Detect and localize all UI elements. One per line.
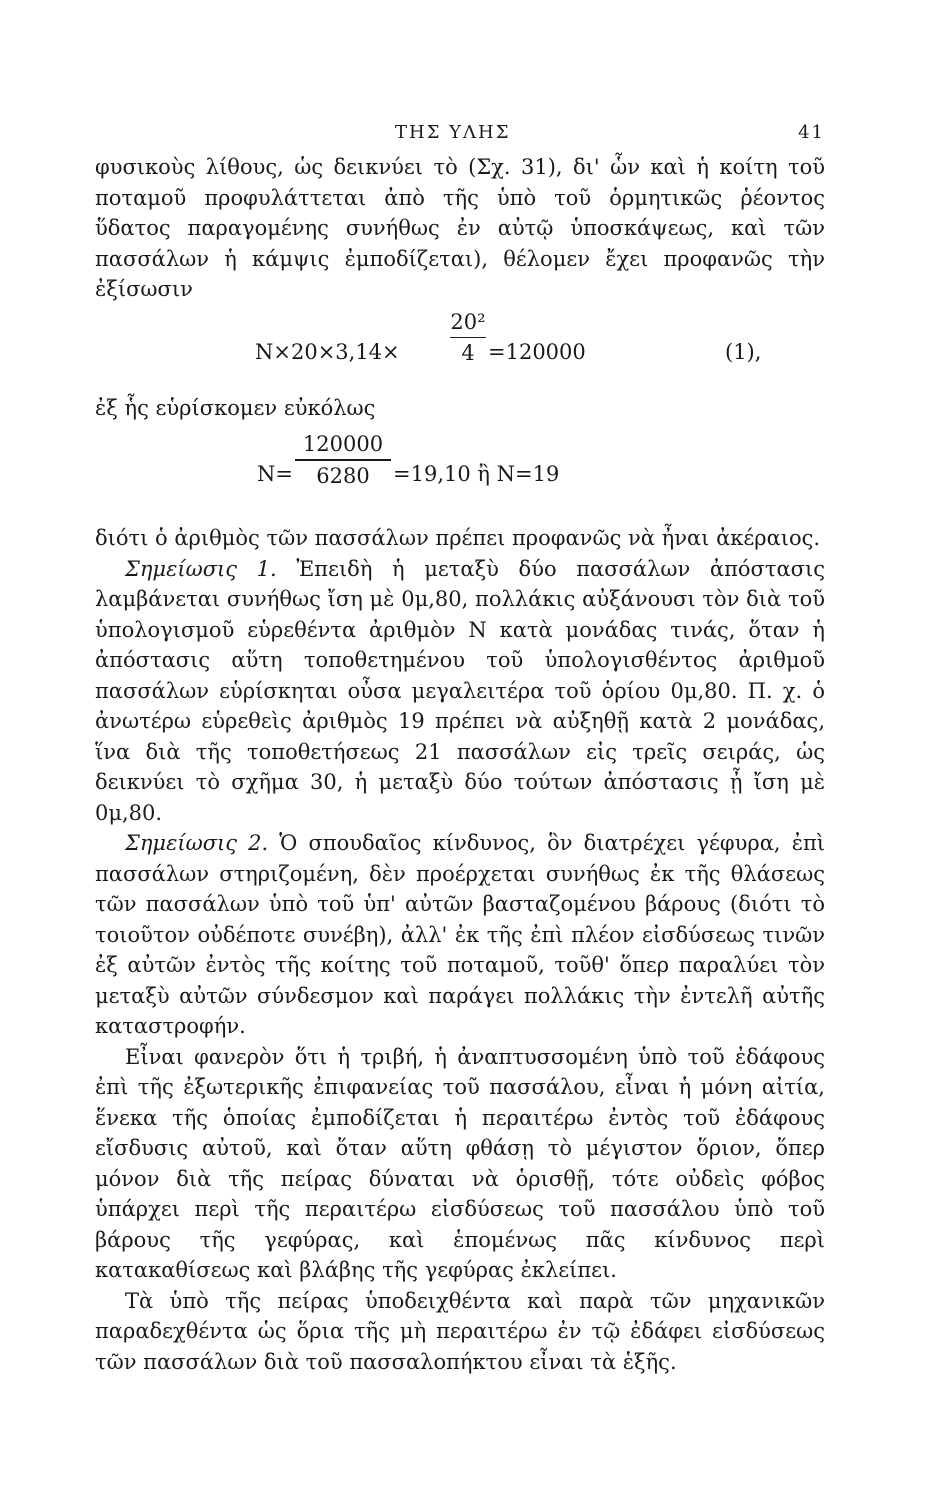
equation-1-fraction (450, 309, 486, 367)
equation-2-fraction (295, 431, 391, 489)
paragraph-friction: Εἶναι φανερὸν ὅτι ἡ τριβή, ἡ ἀναπτυσσομένη ὑπὸ τοῦ ἐδάφους ἐπὶ τῆς ἐξωτερικῆς ἐπιφανείας τοῦ πασσάλου, εἶναι ἡ μόνη αἰτία, ἕνεκα τῆς ὁποίας ἐμποδίζεται ἡ περαιτέρω ἐντὸς τοῦ ἐδάφους εἴσδυσις αὐτοῦ, καὶ ὅταν αὕτη φθάσῃ τὸ μέγιστον ὅριον, ὅπερ μόνον διὰ τῆς πείρας δύναται νὰ ὁρισθῇ, τότε οὐδεὶς φόβος ὑπάρχει περὶ τῆς περαιτέρω εἰσδύσεως τοῦ πασσάλου ὑπὸ τοῦ βάρους τῆς γεφύρας, καὶ ἑπομένως πᾶς κίνδυνος περὶ κατακαθίσεως καὶ βλάβης τῆς γεφύρας ἐκλείπει. (95, 1044, 825, 1282)
equation-2-rhs: =19,10 ἢ N=19 (393, 462, 560, 486)
equation-2-lhs: N= (257, 462, 293, 486)
equation-1-rhs: =120000 (488, 339, 586, 364)
equation-2 (95, 431, 825, 515)
equation-1-lhs: N×20×3,14× (255, 339, 400, 364)
page-body (95, 152, 825, 1377)
paragraph-intro: φυσικοὺς λίθους, ὡς δεικνύει τὸ (Σχ. 31), δι' ὧν καὶ ἡ κοίτη τοῦ ποταμοῦ προφυλάττεται ἀπὸ τῆς ὑπὸ τοῦ ὁρμητικῶς ῥέοντος ὕδατος παραγομένης συνήθως ἐν αὐτῷ ὑποσκάψεως, καὶ τῶν πασσάλων ἡ κάμψις ἐμποδίζεται), θέλομεν ἔχει προφανῶς τὴν ἐξίσωσιν (95, 155, 825, 301)
page-number: 41 (798, 122, 825, 143)
paragraph-limits: Τὰ ὑπὸ τῆς πείρας ὑποδειχθέντα καὶ παρὰ τῶν μηχανικῶν παραδεχθέντα ὡς ὅρια τῆς μὴ περαιτέρω ἐν τῷ ἐδάφει εἰσδύσεως τῶν πασσάλων διὰ τοῦ πασσαλοπήκτου εἶναι τὰ ἑξῆς. (95, 1288, 825, 1374)
equation-1-numerator: 20² (450, 309, 486, 334)
note-1-label: Σημείωσις 1. (125, 556, 277, 581)
note-1-text: Ἐπειδὴ ἡ μεταξὺ δύο πασσάλων ἀπόστασις λαμβάνεται συνήθως ἴση μὲ 0μ,80, πολλάκις αὐξάνουσι τὸν διὰ τοῦ ὑπολογισμοῦ εὑρεθέντα ἀριθμὸν N κατὰ μονάδας τινάς, ὅταν ἡ ἀπόστασις αὕτη τοποθετημένου τοῦ ὑπολογισθέντος ἀριθμοῦ πασσάλων εὑρίσκηται οὖσα μεγαλειτέρα τοῦ ὁρίου 0μ,80. Π. χ. ὁ ἀνωτέρω εὑρεθεὶς ἀριθμὸς 19 πρέπει νὰ αὐξηθῇ κατὰ 2 μονάδας, ἵνα διὰ τῆς τοποθετήσεως 21 πασσάλων εἰς τρεῖς σειράς, ὡς δεικνύει τὸ σχῆμα 30, ἡ μεταξὺ δύο τούτων ἀπόστασις ᾖ ἴση μὲ 0μ,80. (95, 556, 825, 825)
equation-2-numerator: 120000 (302, 432, 384, 456)
note-1 (95, 554, 825, 829)
paragraph-integer: διότι ὁ ἀριθμὸς τῶν πασσάλων πρέπει προφανῶς νὰ ἦναι ἀκέραιος. (95, 526, 821, 550)
fraction-bar (450, 337, 486, 339)
equation-2-denominator: 6280 (316, 463, 370, 488)
equation-1 (95, 309, 825, 387)
note-2-text: Ὁ σπουδαῖος κίνδυνος, ὃν διατρέχει γέφυρα, ἐπὶ πασσάλων στηριζομένη, δὲν προέρχεται συνήθως ἐκ τῆς θλάσεως τῶν πασσάλων ὑπὸ τοῦ ὑπ' αὐτῶν βασταζομένου βάρους (διότι τὸ τοιοῦτον οὐδέποτε συνέβη), ἀλλ' ἐκ τῆς ἐπὶ πλέον εἰσδύσεως τινῶν ἐξ αὐτῶν ἐντὸς τῆς κοίτης τοῦ ποταμοῦ, τοῦθ' ὅπερ παραλύει τὸν μεταξὺ αὐτῶν σύνδεσμον καὶ παράγει πολλάκις τὴν ἐντελῆ αὐτῆς καταστροφήν. (95, 831, 825, 1038)
note-2-label: Σημείωσις 2. (125, 831, 269, 855)
paragraph-whence: ἐξ ἧς εὑρίσκομεν εὐκόλως (95, 395, 376, 420)
running-title: ΤΗΣ ΥΛΗΣ (395, 122, 511, 143)
equation-1-denominator: 4 (461, 341, 475, 365)
fraction-bar (295, 459, 391, 461)
note-2 (95, 828, 825, 1042)
equation-1-number: (1), (725, 339, 762, 364)
